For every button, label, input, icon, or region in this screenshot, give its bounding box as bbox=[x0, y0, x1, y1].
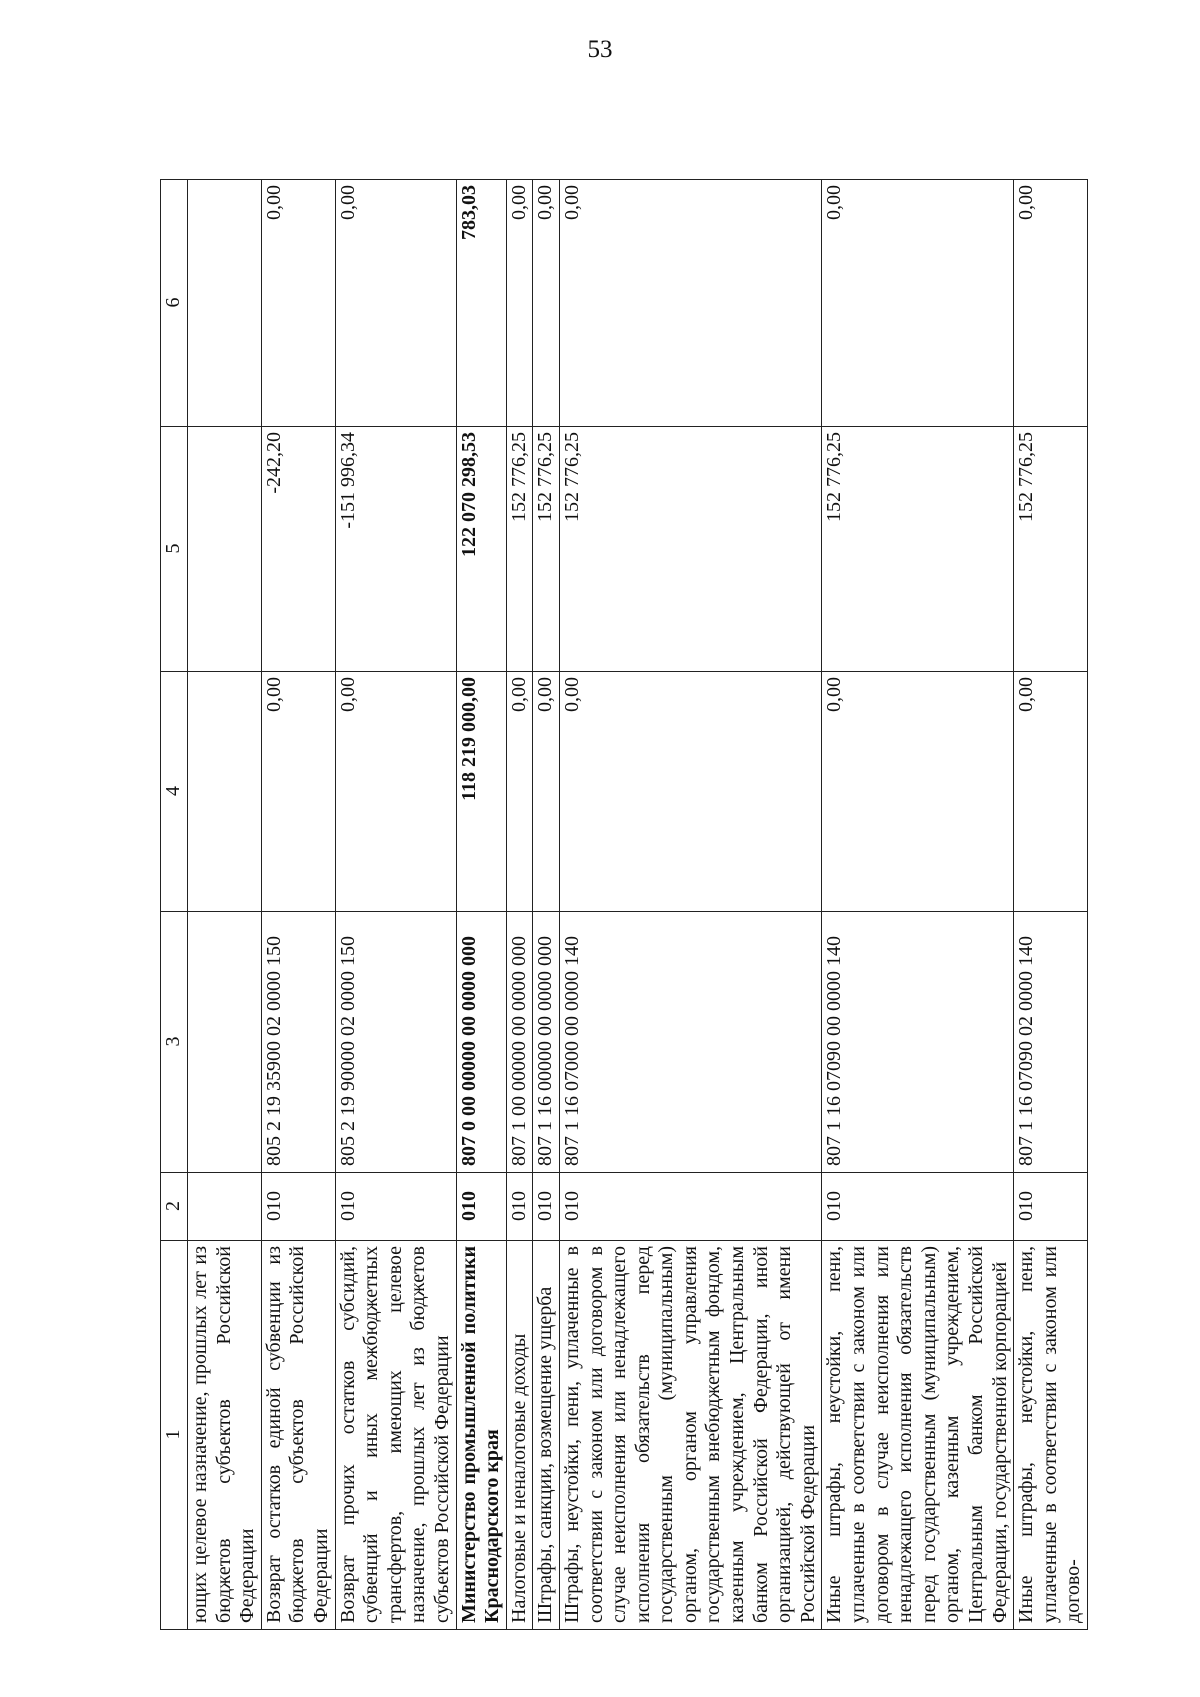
row-executed: -151 996,34 bbox=[335, 427, 456, 672]
row-executed: 152 776,25 bbox=[506, 427, 533, 672]
row-name: Возврат прочих остатков субсидий, субвенций и иных межбюджетных трансфертов, имеющих целевое назначение, прошлых лет из бюджетов субъектов Российской Федерации bbox=[335, 1241, 456, 1630]
row-approved bbox=[188, 672, 262, 912]
row-line-code: 010 bbox=[559, 1173, 822, 1241]
row-unexecuted bbox=[188, 180, 262, 427]
header-cell: 2 bbox=[161, 1173, 188, 1241]
row-unexecuted: 0,00 bbox=[533, 180, 560, 427]
row-executed: 152 776,25 bbox=[533, 427, 560, 672]
row-line-code: 010 bbox=[506, 1173, 533, 1241]
row-approved: 0,00 bbox=[506, 672, 533, 912]
row-unexecuted: 0,00 bbox=[559, 180, 822, 427]
row-line-code: 010 bbox=[261, 1173, 335, 1241]
row-line-code: 010 bbox=[1014, 1173, 1088, 1241]
row-unexecuted: 0,00 bbox=[506, 180, 533, 427]
row-executed bbox=[188, 427, 262, 672]
row-executed: -242,20 bbox=[261, 427, 335, 672]
table-row bbox=[456, 180, 506, 1630]
row-approved: 0,00 bbox=[1014, 672, 1088, 912]
row-unexecuted: 0,00 bbox=[1014, 180, 1088, 427]
table-row bbox=[188, 180, 262, 1630]
row-approved: 0,00 bbox=[335, 672, 456, 912]
row-approved: 0,00 bbox=[559, 672, 822, 912]
row-budget-code: 807 1 16 07000 00 0000 140 bbox=[559, 912, 822, 1173]
table-row bbox=[822, 180, 1014, 1630]
table-row bbox=[261, 180, 335, 1630]
row-name: Штрафы, неустойки, пени, уплаченные в соответствии с законом или договором в случае неисполнения или ненадлежащего исполнения обязательств перед государственным (муниципальным) органом, органом управления государственным внебюджетным фондом, казенным учреждением, Центральным банком Российской Федерации, иной организацией, действующей от имени Российской Федерации bbox=[559, 1241, 822, 1630]
page-number: 53 bbox=[587, 36, 613, 63]
row-executed: 122 070 298,53 bbox=[456, 427, 506, 672]
row-budget-code: 807 1 16 07090 02 0000 140 bbox=[1014, 912, 1088, 1173]
row-line-code: 010 bbox=[822, 1173, 1014, 1241]
row-unexecuted: 0,00 bbox=[335, 180, 456, 427]
row-name: Возврат остатков единой субвенции из бюджетов субъектов Российской Федерации bbox=[261, 1241, 335, 1630]
row-approved: 0,00 bbox=[533, 672, 560, 912]
row-budget-code bbox=[188, 912, 262, 1173]
header-cell: 1 bbox=[161, 1241, 188, 1630]
row-executed: 152 776,25 bbox=[822, 427, 1014, 672]
row-name: Штрафы, санкции, возмещение ущерба bbox=[533, 1241, 560, 1630]
row-approved: 118 219 000,00 bbox=[456, 672, 506, 912]
row-unexecuted: 0,00 bbox=[822, 180, 1014, 427]
row-approved: 0,00 bbox=[822, 672, 1014, 912]
table-row bbox=[533, 180, 560, 1630]
table-row bbox=[335, 180, 456, 1630]
row-name: Иные штрафы, неустойки, пени, уплаченные в соответствии с законом или договором в случае неисполнения или ненадлежащего исполнения обязательств перед государственным (муниципальным) органом, казенным учреждением, Центральным банком Российской Федерации, государственной корпорацией bbox=[822, 1241, 1014, 1630]
row-executed: 152 776,25 bbox=[1014, 427, 1088, 672]
header-cell: 3 bbox=[161, 912, 188, 1173]
header-cell: 4 bbox=[161, 672, 188, 912]
row-budget-code: 807 1 16 00000 00 0000 000 bbox=[533, 912, 560, 1173]
row-budget-code: 807 1 16 07090 00 0000 140 bbox=[822, 912, 1014, 1173]
header-cell: 5 bbox=[161, 427, 188, 672]
table-row bbox=[506, 180, 533, 1630]
row-line-code: 010 bbox=[456, 1173, 506, 1241]
rotated-table-container bbox=[160, 180, 1085, 1630]
row-name: Налоговые и неналоговые доходы bbox=[506, 1241, 533, 1630]
row-budget-code: 805 2 19 90000 02 0000 150 bbox=[335, 912, 456, 1173]
row-unexecuted: 0,00 bbox=[261, 180, 335, 427]
budget-table bbox=[160, 179, 1088, 1630]
row-approved: 0,00 bbox=[261, 672, 335, 912]
row-line-code: 010 bbox=[533, 1173, 560, 1241]
row-budget-code: 807 1 00 00000 00 0000 000 bbox=[506, 912, 533, 1173]
row-executed: 152 776,25 bbox=[559, 427, 822, 672]
row-budget-code: 805 2 19 35900 02 0000 150 bbox=[261, 912, 335, 1173]
table-row bbox=[559, 180, 822, 1630]
row-line-code bbox=[188, 1173, 262, 1241]
row-name: ющих целевое назначение, прошлых лет из бюджетов субъектов Российской Федерации bbox=[188, 1241, 262, 1630]
row-name: Иные штрафы, неустойки, пени, уплаченные в соответствии с законом или догово- bbox=[1014, 1241, 1088, 1630]
row-line-code: 010 bbox=[335, 1173, 456, 1241]
row-unexecuted: 783,03 bbox=[456, 180, 506, 427]
table-header-row bbox=[161, 180, 188, 1630]
header-cell: 6 bbox=[161, 180, 188, 427]
row-budget-code: 807 0 00 00000 00 0000 000 bbox=[456, 912, 506, 1173]
row-name: Министерство промышленной политики Краснодарского края bbox=[456, 1241, 506, 1630]
table-row bbox=[1014, 180, 1088, 1630]
